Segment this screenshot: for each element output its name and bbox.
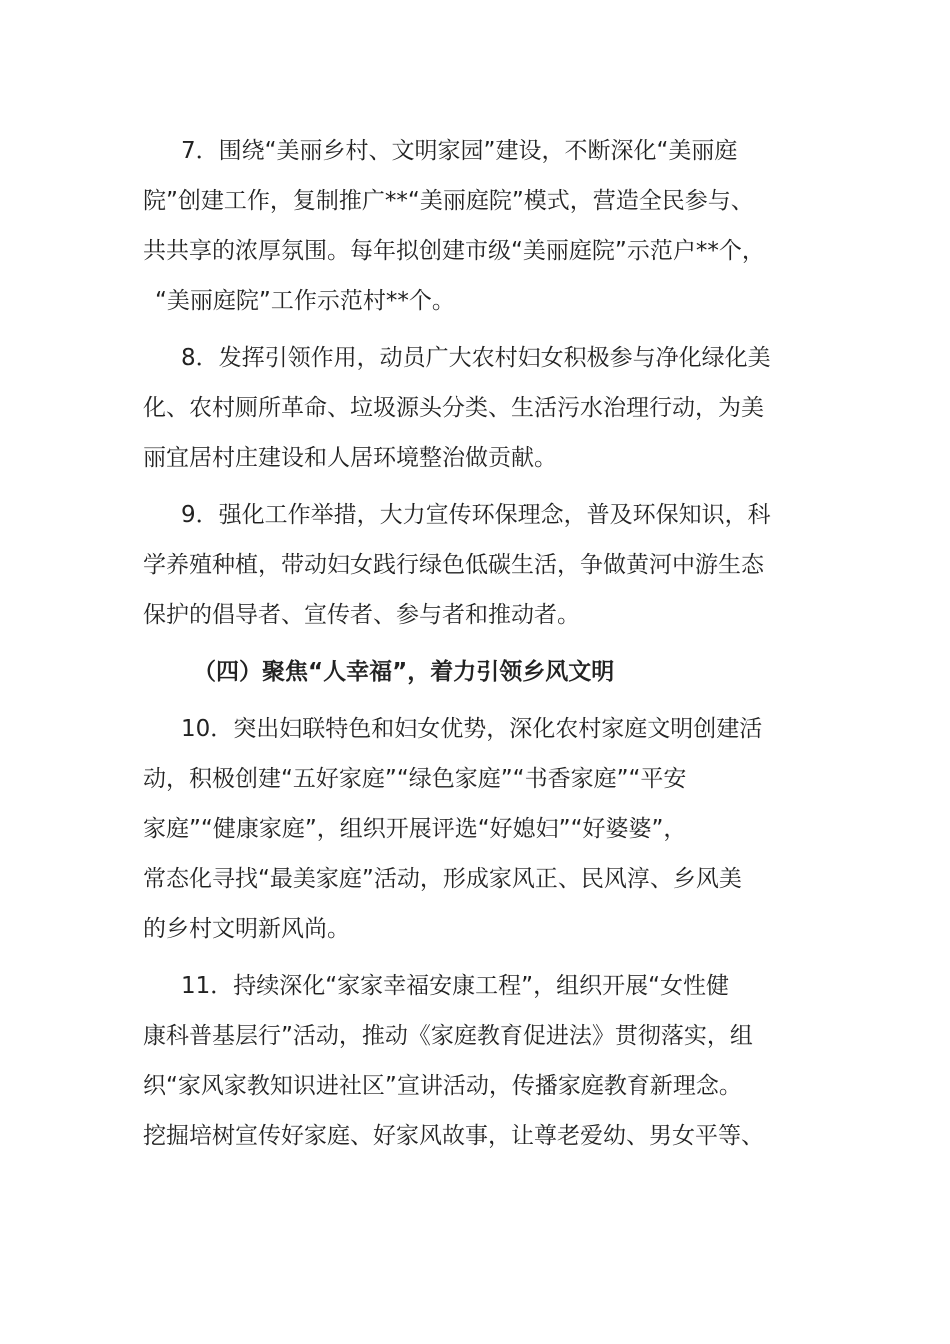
- paragraph-line: 动，积极创建“五好家庭”“绿色家庭”“书香家庭”“平安: [143, 766, 687, 792]
- paragraph-line: 的乡村文明新风尚。: [143, 916, 350, 942]
- paragraph-line: 家庭”“健康家庭”，组织开展评选“好媳妇”“好婆婆”，: [143, 816, 687, 842]
- paragraph-line: 8．发挥引领作用，动员广大农村妇女积极参与净化绿化美: [181, 345, 771, 371]
- paragraph-line: 常态化寻找“最美家庭”活动，形成家风正、民风淳、乡风美: [143, 866, 742, 892]
- paragraph-line: 10．突出妇联特色和妇女优势，深化农村家庭文明创建活: [181, 716, 763, 742]
- paragraph-line: 11．持续深化“家家幸福安康工程”，组织开展“女性健: [181, 973, 730, 999]
- paragraph-line: “美丽庭院”工作示范村**个。: [155, 288, 455, 314]
- paragraph-line: 化、农村厕所革命、垃圾源头分类、生活污水治理行动，为美: [143, 395, 764, 421]
- paragraph-line: 共共享的浓厚氛围。每年拟创建市级“美丽庭院”示范户**个，: [143, 238, 765, 264]
- paragraph-8: [143, 333, 803, 483]
- paragraph-line: 学养殖种植，带动妇女践行绿色低碳生活，争做黄河中游生态: [143, 552, 764, 578]
- paragraph-7: [143, 126, 803, 326]
- paragraph-line: 院”创建工作，复制推广**“美丽庭院”模式，营造全民参与、: [143, 188, 754, 214]
- section-heading: （四）聚焦“人幸福”，着力引领乡风文明: [193, 659, 615, 685]
- document-body: [143, 126, 803, 1161]
- paragraph-line: 9．强化工作举措，大力宣传环保理念，普及环保知识，科: [181, 502, 771, 528]
- paragraph-line: 7．围绕“美丽乡村、文明家园”建设，不断深化“美丽庭: [181, 138, 738, 164]
- paragraph-9: [143, 490, 803, 640]
- paragraph-10: [143, 704, 803, 954]
- paragraph-line: 织“家风家教知识进社区”宣讲活动，传播家庭教育新理念。: [143, 1073, 742, 1099]
- paragraph-line: 康科普基层行”活动，推动《家庭教育促进法》贯彻落实，组: [143, 1023, 753, 1049]
- paragraph-line: 挖掘培树宣传好家庭、好家风故事，让尊老爱幼、男女平等、: [143, 1123, 764, 1149]
- paragraph-11: [143, 961, 803, 1161]
- paragraph-line: 丽宜居村庄建设和人居环境整治做贡献。: [143, 445, 557, 471]
- paragraph-line: 保护的倡导者、宣传者、参与者和推动者。: [143, 602, 580, 628]
